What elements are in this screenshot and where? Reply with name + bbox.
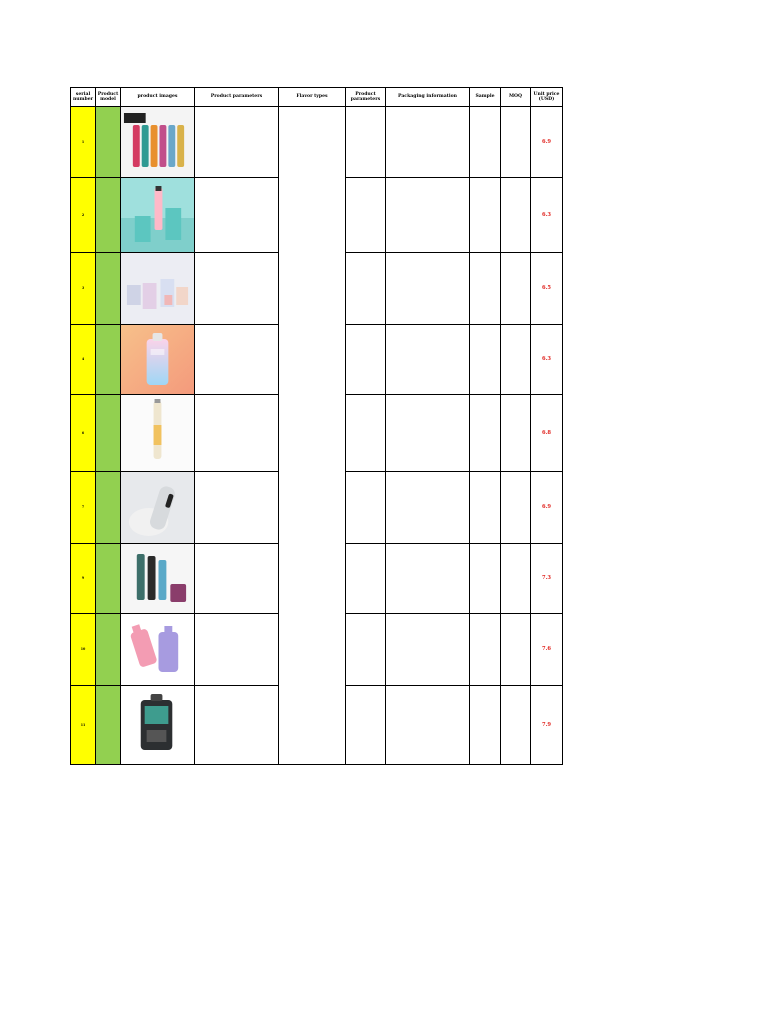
model-cell [96,395,121,472]
header-images: product images [121,88,195,107]
params-cell [195,178,279,253]
product-params-cell [346,686,386,765]
serial-cell: 11 [71,686,96,765]
header-product-params: Product parameters [346,88,386,107]
model-cell [96,178,121,253]
params-cell [195,325,279,395]
serial-cell: 7 [71,472,96,544]
model-cell [96,325,121,395]
product-params-cell [346,614,386,686]
price-cell: 6.8 [531,395,563,472]
moq-cell [501,472,531,544]
serial-cell: 9 [71,544,96,614]
product-image [121,107,195,178]
params-cell [195,472,279,544]
price-cell: 7.9 [531,686,563,765]
serial-cell: 3 [71,253,96,325]
moq-cell [501,178,531,253]
moq-cell [501,614,531,686]
params-cell [195,544,279,614]
serial-cell: 4 [71,325,96,395]
header-packaging: Packaging information [386,88,470,107]
product-image [121,544,195,614]
product-params-cell [346,253,386,325]
sample-cell [470,253,501,325]
price-cell: 6.9 [531,107,563,178]
header-params: Product parameters [195,88,279,107]
packaging-cell [386,472,470,544]
header-sample: Sample [470,88,501,107]
header-serial: serial number [71,88,96,107]
product-image [121,325,195,395]
price-cell: 6.3 [531,178,563,253]
product-params-cell [346,107,386,178]
moq-cell [501,544,531,614]
serial-cell: 2 [71,178,96,253]
table-row [71,107,563,178]
flavor-list [279,107,346,765]
moq-cell [501,253,531,325]
moq-cell [501,107,531,178]
sample-cell [470,107,501,178]
sample-cell [470,614,501,686]
sample-cell [470,686,501,765]
moq-cell [501,325,531,395]
sample-cell [470,472,501,544]
params-cell [195,614,279,686]
price-cell: 6.9 [531,472,563,544]
header-flavor: Flavor types [279,88,346,107]
params-cell [195,253,279,325]
model-cell [96,686,121,765]
packaging-cell [386,253,470,325]
params-cell [195,686,279,765]
product-params-cell [346,544,386,614]
price-cell: 6.3 [531,325,563,395]
packaging-cell [386,178,470,253]
packaging-cell [386,325,470,395]
model-cell [96,544,121,614]
price-cell: 7.6 [531,614,563,686]
product-image [121,178,195,253]
product-image [121,395,195,472]
packaging-cell [386,544,470,614]
serial-cell: 6 [71,395,96,472]
header-row [71,88,563,107]
packaging-cell [386,614,470,686]
header-price: Unit price (USD) [531,88,563,107]
product-params-cell [346,395,386,472]
header-moq: MOQ [501,88,531,107]
params-cell [195,107,279,178]
packaging-cell [386,686,470,765]
moq-cell [501,395,531,472]
moq-cell [501,686,531,765]
product-image [121,686,195,765]
serial-cell: 1 [71,107,96,178]
model-cell [96,472,121,544]
product-params-cell [346,472,386,544]
sample-cell [470,178,501,253]
serial-cell: 10 [71,614,96,686]
product-price-table [70,87,563,765]
packaging-cell [386,395,470,472]
model-cell [96,107,121,178]
product-image [121,253,195,325]
price-cell: 7.3 [531,544,563,614]
packaging-cell [386,107,470,178]
sample-cell [470,395,501,472]
model-cell [96,253,121,325]
params-cell [195,395,279,472]
product-image [121,472,195,544]
sample-cell [470,325,501,395]
price-cell: 6.5 [531,253,563,325]
product-params-cell [346,325,386,395]
sample-cell [470,544,501,614]
product-image [121,614,195,686]
header-model: Product model [96,88,121,107]
product-params-cell [346,178,386,253]
model-cell [96,614,121,686]
